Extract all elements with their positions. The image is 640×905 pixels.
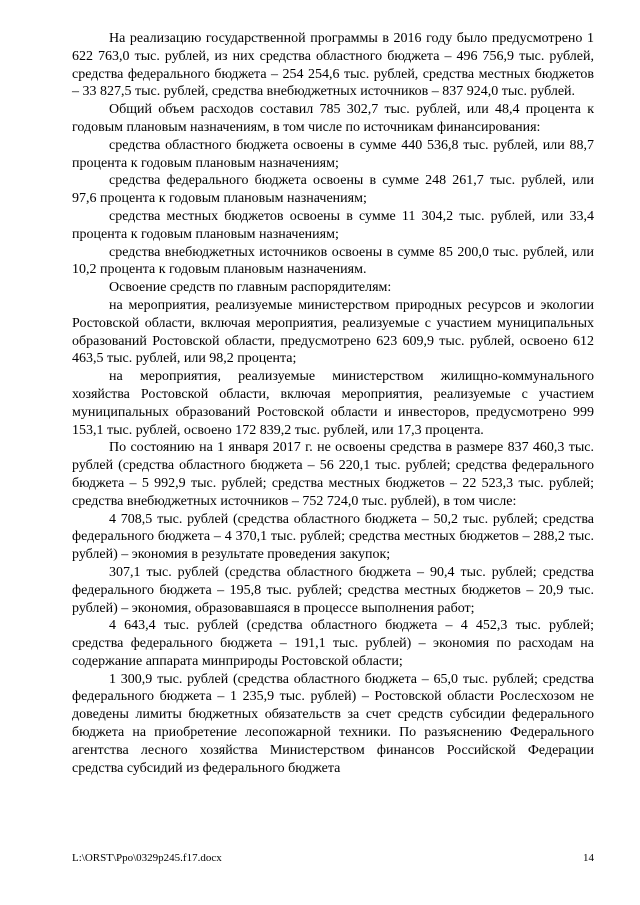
paragraph-program-funding: На реализацию государственной программы в 2016 году было предусмотрено 1 622 763,0 тыс. рублей, из них средства областного бюджета – 496 756,9 тыс. рублей, средства федерального бюджета – 254 254,6 тыс. рублей, средства местных бюджетов – 33 827,5 тыс. рублей, средства внебюджетных источников – 837 924,0 тыс. рублей.	[72, 31, 594, 100]
paragraph-ministry-housing: на мероприятия, реализуемые министерством жилищно-коммунального хозяйства Ростовской области, включая мероприятия, реализуемые с участием муниципальных образований Ростовской области и инвесторов, предусмотрено 999 153,1 тыс. рублей, освоено 172 839,2 тыс. рублей, или 17,3 процента.	[72, 369, 594, 438]
paragraph-extrabudgetary: средства внебюджетных источников освоены в сумме 85 200,0 тыс. рублей, или 10,2 процента к годовым плановым назначениям.	[72, 244, 594, 278]
paragraph-federal-budget: средства федерального бюджета освоены в сумме 248 261,7 тыс. рублей, или 97,6 процента к годовым плановым назначениям;	[72, 173, 594, 207]
paragraph-savings-works: 307,1 тыс. рублей (средства областного бюджета – 90,4 тыс. рублей; средства федерального бюджета – 195,8 тыс. рублей; средства местных бюджетов – 20,9 тыс. рублей) – экономия, образовавшаяся в процессе выполнения работ;	[72, 564, 594, 616]
paragraph-savings-apparatus: 4 643,4 тыс. рублей (средства областного бюджета – 4 452,3 тыс. рублей; средства федерального бюджета – 191,1 тыс. рублей) – экономия по расходам на содержание аппарата минприроды Ростовской области;	[72, 618, 594, 669]
paragraph-total-expenses: Общий объем расходов составил 785 302,7 тыс. рублей, или 48,4 процента к годовым плановым назначениям, в том числе по источникам финансирования:	[72, 102, 594, 135]
paragraph-main-managers: Освоение средств по главным распорядителям:	[109, 280, 392, 296]
paragraph-unspent-funds: По состоянию на 1 января 2017 г. не освоены средства в размере 837 460,3 тыс. рублей (средства областного бюджета – 56 220,1 тыс. рублей; средства федерального бюджета – 5 992,9 тыс. рублей; средства местных бюджетов – 22 523,3 тыс. рублей; средства внебюджетных источников – 752 724,0 тыс. рублей), в том числе:	[72, 440, 594, 509]
file-path: L:\ORST\Ppo\0329p245.f17.docx	[72, 852, 222, 864]
paragraph-regional-budget: средства областного бюджета освоены в сумме 440 536,8 тыс. рублей, или 88,7 процента к годовым плановым назначениям;	[72, 137, 594, 171]
page-footer	[72, 852, 594, 864]
paragraph-ministry-natural-resources: на мероприятия, реализуемые министерством природных ресурсов и экологии Ростовской области, включая мероприятия, реализуемые с участием муниципальных образований Ростовской области, предусмотрено 623 609,9 тыс. рублей, освоено 612 463,5 тыс. рублей, или 98,2 процента;	[72, 297, 594, 367]
page-number: 14	[583, 852, 594, 864]
document-body	[72, 30, 594, 777]
paragraph-local-budgets: средства местных бюджетов освоены в сумме 11 304,2 тыс. рублей, или 33,4 процента к годовым плановым назначениям;	[72, 208, 594, 242]
paragraph-rosleskhoz-limits: 1 300,9 тыс. рублей (средства областного бюджета – 65,0 тыс. рублей; средства федерального бюджета – 1 235,9 тыс. рублей) – Ростовской области Рослесхозом не доведены лимиты бюджетных обязательств за счет средств субсидии федерального бюджета на приобретение лесопожарной техники. По разъяснению Федерального агентства лесного хозяйства Министерством финансов Российской Федерации средства субсидий из федерального бюджета	[72, 671, 594, 776]
paragraph-savings-procurement: 4 708,5 тыс. рублей (средства областного бюджета – 50,2 тыс. рублей; средства федерального бюджета – 4 370,1 тыс. рублей; средства местных бюджетов – 288,2 тыс. рублей) – экономия в результате проведения закупок;	[72, 511, 594, 563]
